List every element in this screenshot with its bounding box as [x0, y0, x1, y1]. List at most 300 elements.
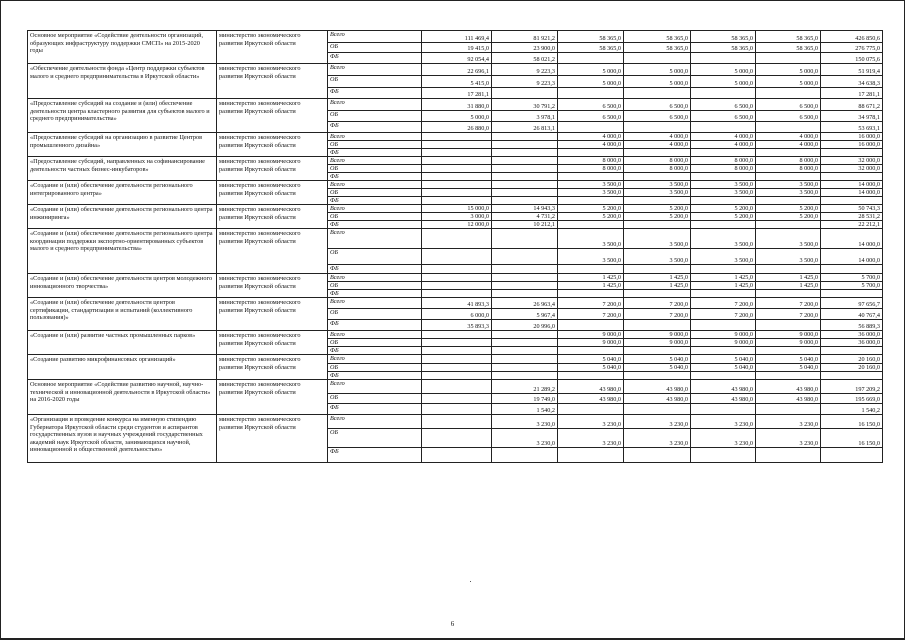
amount-cell [492, 347, 558, 355]
amount-cell: 5 000,0 [756, 64, 821, 76]
amount-cell: 3 230,0 [492, 415, 558, 429]
amount-cell [422, 372, 492, 380]
total-cell: 276 775,0 [821, 43, 883, 53]
amount-cell [558, 88, 624, 99]
amount-cell [624, 290, 691, 298]
total-cell: 5 700,0 [821, 282, 883, 290]
amount-cell [422, 347, 492, 355]
total-cell: 16 150,0 [821, 415, 883, 429]
total-cell: 97 656,7 [821, 298, 883, 309]
amount-cell: 9 000,0 [756, 339, 821, 347]
executor-cell: министерство экономического развития Иркутской области [217, 181, 328, 205]
amount-cell [492, 189, 558, 197]
total-cell: 150 075,6 [821, 53, 883, 64]
funding-source-cell: Всего [328, 298, 422, 309]
total-cell [821, 290, 883, 298]
scan-border-left [0, 0, 1, 640]
funding-source-cell: Всего [328, 331, 422, 339]
table-row [28, 64, 883, 76]
amount-cell [422, 355, 492, 364]
amount-cell: 23 900,0 [492, 43, 558, 53]
funding-source-cell: ФБ [328, 149, 422, 157]
amount-cell: 19 749,0 [492, 394, 558, 404]
total-cell: 197 209,2 [821, 380, 883, 394]
amount-cell: 5 000,0 [691, 76, 756, 88]
amount-cell: 4 000,0 [624, 141, 691, 149]
funding-source-cell: Всего [328, 133, 422, 141]
amount-cell: 9 000,0 [558, 339, 624, 347]
amount-cell [422, 173, 492, 181]
amount-cell: 3 978,1 [492, 111, 558, 122]
amount-cell: 4 000,0 [691, 141, 756, 149]
amount-cell [422, 282, 492, 290]
amount-cell: 3 230,0 [691, 429, 756, 448]
amount-cell: 3 500,0 [624, 249, 691, 265]
total-cell: 1 540,2 [821, 404, 883, 415]
total-cell [821, 265, 883, 274]
amount-cell: 5 200,0 [691, 205, 756, 213]
amount-cell: 3 500,0 [558, 181, 624, 189]
total-cell [821, 372, 883, 380]
amount-cell: 3 500,0 [756, 181, 821, 189]
amount-cell: 111 469,4 [422, 31, 492, 43]
funding-source-cell: ОБ [328, 76, 422, 88]
funding-source-cell: Всего [328, 157, 422, 165]
amount-cell: 43 980,0 [558, 380, 624, 394]
amount-cell: 7 200,0 [624, 309, 691, 320]
amount-cell: 58 365,0 [624, 31, 691, 43]
amount-cell [624, 265, 691, 274]
amount-cell [422, 404, 492, 415]
amount-cell [422, 181, 492, 189]
amount-cell [624, 404, 691, 415]
amount-cell [422, 274, 492, 282]
amount-cell [624, 320, 691, 331]
table-row [28, 380, 883, 394]
funding-source-cell: Всего [328, 380, 422, 394]
amount-cell: 3 500,0 [558, 189, 624, 197]
amount-cell: 5 000,0 [558, 76, 624, 88]
amount-cell: 43 980,0 [624, 394, 691, 404]
amount-cell [624, 122, 691, 133]
event-name-cell: «Создание развитию микрофинансовых организаций» [28, 355, 217, 380]
event-name-cell: «Предоставление субсидий на организацию в развитие Центров промышленного дизайна» [28, 133, 217, 157]
amount-cell: 1 425,0 [558, 282, 624, 290]
amount-cell: 5 000,0 [422, 111, 492, 122]
amount-cell [691, 265, 756, 274]
amount-cell [756, 320, 821, 331]
amount-cell: 21 289,2 [492, 380, 558, 394]
page-number: 6 [450, 620, 455, 628]
executor-cell: министерство экономического развития Иркутской области [217, 133, 328, 157]
amount-cell: 5 200,0 [558, 213, 624, 221]
amount-cell: 9 000,0 [624, 339, 691, 347]
total-cell: 14 000,0 [821, 229, 883, 249]
amount-cell: 6 000,0 [422, 309, 492, 320]
amount-cell: 3 000,0 [422, 213, 492, 221]
amount-cell [558, 149, 624, 157]
amount-cell: 43 980,0 [691, 394, 756, 404]
amount-cell: 3 230,0 [624, 415, 691, 429]
amount-cell: 6 500,0 [558, 111, 624, 122]
total-cell: 14 000,0 [821, 249, 883, 265]
amount-cell: 15 000,0 [422, 205, 492, 213]
funding-source-cell: ОБ [328, 111, 422, 122]
funding-source-cell: ОБ [328, 309, 422, 320]
amount-cell [756, 88, 821, 99]
amount-cell: 3 500,0 [558, 249, 624, 265]
funding-source-cell: ФБ [328, 173, 422, 181]
funding-source-cell: ФБ [328, 372, 422, 380]
funding-source-cell: ОБ [328, 141, 422, 149]
funding-source-cell: ОБ [328, 429, 422, 448]
amount-cell: 4 000,0 [756, 141, 821, 149]
total-cell: 36 000,0 [821, 339, 883, 347]
amount-cell [691, 347, 756, 355]
amount-cell: 4 000,0 [558, 133, 624, 141]
amount-cell [492, 364, 558, 372]
event-name-cell: «Создание и (или) обеспечение деятельности регионального интегрированного центра» [28, 181, 217, 205]
amount-cell: 5 000,0 [691, 64, 756, 76]
amount-cell [691, 197, 756, 205]
budget-table [27, 30, 883, 463]
total-cell: 36 000,0 [821, 331, 883, 339]
amount-cell [422, 165, 492, 173]
amount-cell [624, 372, 691, 380]
funding-source-cell: ФБ [328, 448, 422, 463]
amount-cell: 5 000,0 [624, 76, 691, 88]
amount-cell: 6 500,0 [691, 99, 756, 111]
funding-source-cell: ОБ [328, 249, 422, 265]
amount-cell: 4 000,0 [624, 133, 691, 141]
total-cell: 22 212,1 [821, 221, 883, 229]
amount-cell: 3 500,0 [558, 229, 624, 249]
amount-cell [691, 122, 756, 133]
funding-source-cell: ОБ [328, 339, 422, 347]
funding-source-cell: ОБ [328, 364, 422, 372]
amount-cell [422, 415, 492, 429]
total-cell: 14 000,0 [821, 181, 883, 189]
total-cell: 195 669,0 [821, 394, 883, 404]
amount-cell [492, 339, 558, 347]
amount-cell [492, 355, 558, 364]
amount-cell: 8 000,0 [756, 157, 821, 165]
budget-table-body [28, 31, 883, 463]
amount-cell [422, 394, 492, 404]
amount-cell [492, 181, 558, 189]
funding-source-cell: Всего [328, 205, 422, 213]
amount-cell [756, 221, 821, 229]
total-cell: 20 160,0 [821, 355, 883, 364]
funding-source-cell: Всего [328, 355, 422, 364]
amount-cell [624, 347, 691, 355]
amount-cell: 58 021,2 [492, 53, 558, 64]
executor-cell: министерство экономического развития Иркутской области [217, 274, 328, 298]
amount-cell [558, 173, 624, 181]
total-cell: 53 693,1 [821, 122, 883, 133]
executor-cell: министерство экономического развития Иркутской области [217, 298, 328, 331]
amount-cell [558, 197, 624, 205]
total-cell: 88 671,2 [821, 99, 883, 111]
table-row [28, 229, 883, 249]
amount-cell: 3 500,0 [624, 189, 691, 197]
amount-cell [422, 157, 492, 165]
amount-cell: 58 365,0 [756, 43, 821, 53]
amount-cell [422, 331, 492, 339]
amount-cell: 4 731,2 [492, 213, 558, 221]
amount-cell: 4 000,0 [756, 133, 821, 141]
total-cell: 17 281,1 [821, 88, 883, 99]
amount-cell [422, 141, 492, 149]
total-cell: 16 000,0 [821, 141, 883, 149]
amount-cell [492, 372, 558, 380]
executor-cell: министерство экономического развития Иркутской области [217, 64, 328, 99]
total-cell: 16 000,0 [821, 133, 883, 141]
amount-cell: 5 200,0 [624, 213, 691, 221]
amount-cell: 9 000,0 [756, 331, 821, 339]
amount-cell: 5 415,0 [422, 76, 492, 88]
event-name-cell: «Предоставление субсидий на создание и (или) обеспечение деятельности центра кластерного развития для субъектов малого и среднего предпринимательства» [28, 99, 217, 133]
total-cell: 40 767,4 [821, 309, 883, 320]
funding-source-cell: ФБ [328, 404, 422, 415]
funding-source-cell: ФБ [328, 197, 422, 205]
amount-cell: 6 500,0 [691, 111, 756, 122]
amount-cell: 5 967,4 [492, 309, 558, 320]
amount-cell: 5 000,0 [624, 64, 691, 76]
amount-cell: 8 000,0 [558, 165, 624, 173]
amount-cell: 5 200,0 [558, 205, 624, 213]
amount-cell: 1 425,0 [624, 274, 691, 282]
amount-cell [691, 320, 756, 331]
amount-cell [691, 149, 756, 157]
amount-cell [422, 197, 492, 205]
funding-source-cell: ОБ [328, 282, 422, 290]
amount-cell [422, 380, 492, 394]
amount-cell: 5 200,0 [691, 213, 756, 221]
amount-cell: 3 230,0 [691, 415, 756, 429]
funding-source-cell: ФБ [328, 290, 422, 298]
amount-cell: 5 040,0 [691, 364, 756, 372]
amount-cell [691, 290, 756, 298]
amount-cell [624, 149, 691, 157]
amount-cell [422, 290, 492, 298]
total-cell: 28 531,2 [821, 213, 883, 221]
scan-border-top [0, 0, 905, 1]
amount-cell: 43 980,0 [756, 394, 821, 404]
amount-cell: 9 000,0 [691, 331, 756, 339]
funding-source-cell: Всего [328, 64, 422, 76]
amount-cell: 58 365,0 [756, 31, 821, 43]
funding-source-cell: ОБ [328, 43, 422, 53]
amount-cell [756, 347, 821, 355]
amount-cell: 10 212,1 [492, 221, 558, 229]
amount-cell: 3 500,0 [756, 189, 821, 197]
amount-cell [756, 448, 821, 463]
amount-cell: 3 230,0 [558, 429, 624, 448]
scan-speck [470, 581, 471, 582]
total-cell: 32 000,0 [821, 165, 883, 173]
event-name-cell: «Создание и (или) обеспечение деятельности центров молодежного инновационного творчества» [28, 274, 217, 298]
total-cell [821, 448, 883, 463]
total-cell: 32 000,0 [821, 157, 883, 165]
total-cell: 5 700,0 [821, 274, 883, 282]
amount-cell [756, 149, 821, 157]
amount-cell [422, 133, 492, 141]
amount-cell [492, 88, 558, 99]
amount-cell: 7 200,0 [756, 298, 821, 309]
amount-cell: 7 200,0 [624, 298, 691, 309]
amount-cell [756, 265, 821, 274]
amount-cell: 41 893,3 [422, 298, 492, 309]
amount-cell: 22 696,1 [422, 64, 492, 76]
executor-cell: министерство экономического развития Иркутской области [217, 229, 328, 274]
amount-cell: 4 000,0 [558, 141, 624, 149]
total-cell: 426 850,6 [821, 31, 883, 43]
amount-cell: 7 200,0 [558, 309, 624, 320]
amount-cell: 4 000,0 [691, 133, 756, 141]
amount-cell [492, 249, 558, 265]
total-cell: 20 160,0 [821, 364, 883, 372]
amount-cell [492, 265, 558, 274]
amount-cell: 20 996,0 [492, 320, 558, 331]
total-cell: 34 978,1 [821, 111, 883, 122]
event-name-cell: Основное мероприятие «Содействие деятельности организаций, образующих инфраструктуру поддержки СМСП» на 2015-2020 годы [28, 31, 217, 64]
executor-cell: министерство экономического развития Иркутской области [217, 205, 328, 229]
table-row [28, 133, 883, 141]
funding-source-cell: Всего [328, 181, 422, 189]
amount-cell [691, 173, 756, 181]
amount-cell [558, 448, 624, 463]
amount-cell [492, 282, 558, 290]
executor-cell: министерство экономического развития Иркутской области [217, 415, 328, 463]
amount-cell: 3 500,0 [691, 249, 756, 265]
amount-cell: 43 980,0 [558, 394, 624, 404]
total-cell: 34 638,3 [821, 76, 883, 88]
amount-cell [492, 274, 558, 282]
executor-cell: министерство экономического развития Иркутской области [217, 99, 328, 133]
total-cell [821, 149, 883, 157]
amount-cell: 92 054,4 [422, 53, 492, 64]
amount-cell [558, 372, 624, 380]
amount-cell [691, 404, 756, 415]
amount-cell: 58 365,0 [691, 43, 756, 53]
amount-cell [422, 339, 492, 347]
amount-cell [492, 133, 558, 141]
amount-cell: 12 000,0 [422, 221, 492, 229]
amount-cell [492, 290, 558, 298]
amount-cell: 8 000,0 [624, 165, 691, 173]
funding-source-cell: ФБ [328, 347, 422, 355]
total-cell: 56 889,3 [821, 320, 883, 331]
amount-cell: 5 040,0 [624, 355, 691, 364]
amount-cell: 1 425,0 [558, 274, 624, 282]
amount-cell [422, 364, 492, 372]
amount-cell [756, 372, 821, 380]
amount-cell [558, 265, 624, 274]
amount-cell: 5 040,0 [624, 364, 691, 372]
amount-cell [756, 53, 821, 64]
event-name-cell: «Предоставление субсидий, направленных на софинансирование деятельности частных бизнес-инкубаторов» [28, 157, 217, 181]
total-cell [821, 197, 883, 205]
amount-cell: 43 980,0 [756, 380, 821, 394]
amount-cell [558, 347, 624, 355]
amount-cell: 31 880,0 [422, 99, 492, 111]
amount-cell: 3 230,0 [492, 429, 558, 448]
amount-cell [422, 149, 492, 157]
event-name-cell: «Создание и (или) обеспечение деятельности регионального центра координации поддержки экспортно-ориентированных субъектов малого и среднего предпринимательства» [28, 229, 217, 274]
amount-cell: 8 000,0 [691, 157, 756, 165]
amount-cell: 14 943,3 [492, 205, 558, 213]
amount-cell: 6 500,0 [756, 111, 821, 122]
total-cell [821, 347, 883, 355]
amount-cell: 43 980,0 [691, 380, 756, 394]
amount-cell: 3 230,0 [756, 415, 821, 429]
amount-cell: 19 415,0 [422, 43, 492, 53]
amount-cell [558, 53, 624, 64]
amount-cell [624, 88, 691, 99]
amount-cell [756, 173, 821, 181]
amount-cell [422, 229, 492, 249]
amount-cell: 30 791,2 [492, 99, 558, 111]
funding-source-cell: ФБ [328, 88, 422, 99]
total-cell [821, 173, 883, 181]
amount-cell [422, 189, 492, 197]
amount-cell: 3 230,0 [756, 429, 821, 448]
amount-cell: 6 500,0 [756, 99, 821, 111]
amount-cell [422, 448, 492, 463]
amount-cell [492, 229, 558, 249]
amount-cell: 35 893,3 [422, 320, 492, 331]
amount-cell [624, 173, 691, 181]
event-name-cell: «Обеспечение деятельности фонда «Центр поддержки субъектов малого и среднего предпринимательства в Иркутской области» [28, 64, 217, 99]
amount-cell: 81 921,2 [492, 31, 558, 43]
amount-cell: 26 813,1 [492, 122, 558, 133]
amount-cell: 9 000,0 [558, 331, 624, 339]
table-row [28, 31, 883, 43]
amount-cell: 3 500,0 [756, 229, 821, 249]
amount-cell [756, 404, 821, 415]
amount-cell [691, 372, 756, 380]
amount-cell [492, 141, 558, 149]
amount-cell: 17 281,1 [422, 88, 492, 99]
amount-cell: 6 500,0 [624, 111, 691, 122]
executor-cell: министерство экономического развития Иркутской области [217, 380, 328, 415]
amount-cell: 58 365,0 [691, 31, 756, 43]
amount-cell: 1 540,2 [492, 404, 558, 415]
amount-cell [492, 165, 558, 173]
amount-cell: 43 980,0 [624, 380, 691, 394]
amount-cell: 26 880,0 [422, 122, 492, 133]
executor-cell: министерство экономического развития Иркутской области [217, 331, 328, 355]
amount-cell: 5 040,0 [756, 355, 821, 364]
funding-source-cell: ФБ [328, 53, 422, 64]
amount-cell [492, 197, 558, 205]
amount-cell: 26 963,4 [492, 298, 558, 309]
event-name-cell: «Создание и (или) развитие частных промышленных парков» [28, 331, 217, 355]
amount-cell [691, 448, 756, 463]
amount-cell [691, 53, 756, 64]
amount-cell: 3 500,0 [756, 249, 821, 265]
table-row [28, 181, 883, 189]
amount-cell [492, 448, 558, 463]
amount-cell: 5 040,0 [558, 364, 624, 372]
table-row [28, 99, 883, 111]
amount-cell: 7 200,0 [691, 298, 756, 309]
amount-cell: 58 365,0 [558, 43, 624, 53]
amount-cell: 3 500,0 [691, 229, 756, 249]
executor-cell: министерство экономического развития Иркутской области [217, 355, 328, 380]
amount-cell: 5 040,0 [691, 355, 756, 364]
